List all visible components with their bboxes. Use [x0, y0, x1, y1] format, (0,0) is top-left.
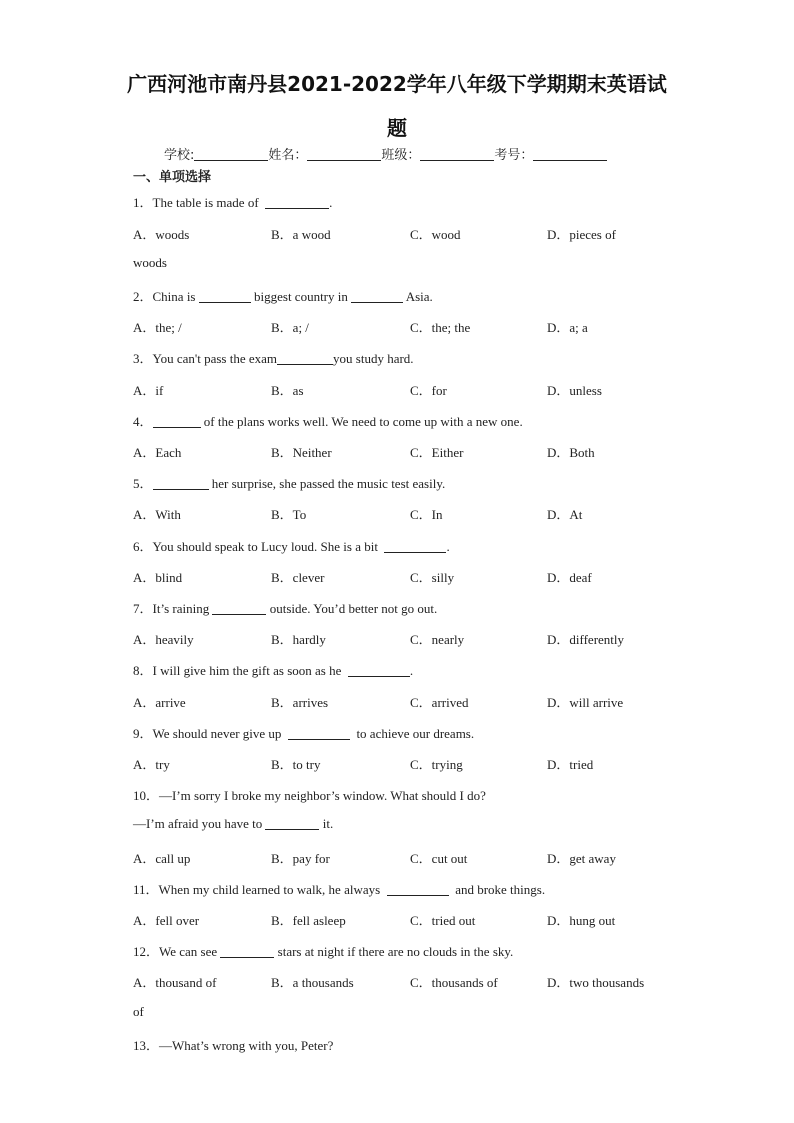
question-text: The table is made of — [152, 195, 259, 210]
answer-blank — [153, 415, 201, 428]
option-c[interactable]: C．cut out — [410, 851, 468, 866]
option-a[interactable]: A．blind — [133, 570, 183, 585]
answer-blank — [387, 883, 449, 896]
option-a[interactable]: A．Each — [133, 445, 182, 460]
question-text: We should never give up — [152, 726, 282, 741]
question-number: 8． — [133, 663, 153, 678]
question-1 — [133, 192, 332, 211]
exam-title-line1: 广西河池市南丹县2021-2022学年八年级下学期期末英语试 — [127, 72, 667, 96]
question-number: 11． — [133, 882, 159, 897]
answer-blank — [277, 352, 333, 365]
number-blank[interactable] — [533, 148, 607, 161]
question-5 — [133, 473, 445, 492]
student-info-row — [164, 144, 607, 163]
option-b[interactable]: B．arrives — [271, 695, 329, 710]
question-text: her surprise, she passed the music test easily. — [211, 476, 446, 491]
question-10-line2 — [133, 816, 333, 832]
section-heading: 一、单项选择 — [133, 170, 212, 185]
question-number: 1． — [133, 195, 153, 210]
question-4 — [133, 411, 523, 430]
answer-blank — [351, 290, 403, 303]
question-number: 12． — [133, 944, 160, 959]
question-number: 3． — [133, 351, 153, 366]
option-c[interactable]: C．thousands of — [410, 975, 498, 990]
option-a[interactable]: A．With — [133, 507, 181, 522]
option-c[interactable]: C．the; the — [410, 320, 471, 335]
question-13 — [133, 1035, 333, 1054]
question-number: 7． — [133, 601, 153, 616]
option-d[interactable]: D．pieces of — [547, 227, 616, 242]
question-text: to achieve our dreams. — [356, 726, 475, 741]
option-c[interactable]: C．tried out — [410, 913, 476, 928]
question-text: Asia. — [405, 289, 433, 304]
question-text: China is — [152, 289, 196, 304]
option-a[interactable]: A．if — [133, 383, 164, 398]
option-a[interactable]: A．woods — [133, 227, 190, 242]
question-9 — [133, 723, 474, 742]
question-text: stars at night if there are no clouds in the sky. — [277, 944, 514, 959]
option-c[interactable]: C．Either — [410, 445, 464, 460]
option-d[interactable]: D．get away — [547, 851, 616, 866]
option-d[interactable]: D．unless — [547, 383, 602, 398]
option-a[interactable]: A．try — [133, 757, 170, 772]
option-c[interactable]: C．trying — [410, 757, 463, 772]
option-a[interactable]: A．arrive — [133, 695, 186, 710]
answer-blank — [288, 727, 350, 740]
class-blank[interactable] — [420, 148, 494, 161]
option-b[interactable]: B．to try — [271, 757, 321, 772]
question-text: outside. You’d better not go out. — [269, 601, 438, 616]
question-number: 4． — [133, 414, 153, 429]
option-a[interactable]: A．fell over — [133, 913, 200, 928]
question-10 — [133, 785, 486, 804]
question-text: —What’s wrong with you, Peter? — [159, 1038, 334, 1053]
question-number: 6． — [133, 539, 153, 554]
option-d[interactable]: D．hung out — [547, 913, 616, 928]
question-6 — [133, 536, 450, 555]
option-d[interactable]: D．two thousands — [547, 975, 645, 990]
option-d[interactable]: D．Both — [547, 445, 595, 460]
school-label: 学校: — [164, 148, 195, 163]
question-text: you study hard. — [333, 351, 414, 366]
question-number: 2． — [133, 289, 153, 304]
class-label: 班级： — [381, 148, 421, 163]
question-text: You should speak to Lucy loud. She is a bit — [152, 539, 378, 554]
question-number: 9． — [133, 726, 153, 741]
answer-blank — [212, 602, 266, 615]
question-3 — [133, 348, 414, 367]
option-b[interactable]: B．fell asleep — [271, 913, 346, 928]
option-c[interactable]: C．wood — [410, 227, 461, 242]
exam-title-line2: 题 — [387, 116, 407, 140]
option-d[interactable]: D．deaf — [547, 570, 592, 585]
option-b[interactable]: B．hardly — [271, 632, 326, 647]
question-text: . — [409, 663, 414, 678]
question-text: We can see — [159, 944, 218, 959]
option-b[interactable]: B．pay for — [271, 851, 330, 866]
question-text: It’s raining — [152, 601, 210, 616]
question-text: —I’m afraid you have to — [133, 816, 263, 831]
option-d[interactable]: D．a; a — [547, 320, 588, 335]
option-c[interactable]: C．for — [410, 383, 447, 398]
option-d[interactable]: D．differently — [547, 632, 625, 647]
school-blank[interactable] — [194, 148, 268, 161]
answer-blank — [220, 945, 274, 958]
option-d[interactable]: D．tried — [547, 757, 594, 772]
question-text: biggest country in — [254, 289, 348, 304]
option-c[interactable]: C．silly — [410, 570, 455, 585]
option-b[interactable]: B．To — [271, 507, 307, 522]
answer-blank — [199, 290, 251, 303]
option-b[interactable]: B．as — [271, 383, 304, 398]
option-a[interactable]: A．the; / — [133, 320, 182, 335]
question-text: . — [446, 539, 450, 554]
question-number: 10． — [133, 788, 160, 803]
option-d[interactable]: D．At — [547, 507, 583, 522]
option-a[interactable]: A．heavily — [133, 632, 194, 647]
question-number: 13． — [133, 1038, 160, 1053]
option-b[interactable]: B．clever — [271, 570, 325, 585]
answer-blank — [384, 540, 446, 553]
option-c[interactable]: C．nearly — [410, 632, 465, 647]
option-b[interactable]: B．Neither — [271, 445, 332, 460]
answer-blank — [153, 477, 209, 490]
question-text: I will give him the gift as soon as he — [152, 663, 342, 678]
option-b[interactable]: B．a; / — [271, 320, 309, 335]
option-d[interactable]: D．will arrive — [547, 695, 624, 710]
option-b[interactable]: B．a thousands — [271, 975, 354, 990]
question-text: When my child learned to walk, he always — [158, 882, 381, 897]
question-text: —I’m sorry I broke my neighbor’s window. What should I do? — [159, 788, 486, 803]
number-label: 考号： — [494, 148, 534, 163]
name-blank[interactable] — [307, 148, 381, 161]
question-11 — [133, 879, 545, 898]
name-label: 姓名： — [268, 148, 308, 163]
question-text: You can't pass the exam — [152, 351, 278, 366]
question-12 — [133, 941, 513, 960]
question-2 — [133, 286, 433, 305]
option-a[interactable]: A．call up — [133, 851, 191, 866]
question-text: and broke things. — [455, 882, 546, 897]
option-c[interactable]: C．In — [410, 507, 443, 522]
answer-blank — [265, 817, 319, 830]
option-a[interactable]: A．thousand of — [133, 975, 217, 990]
answer-blank — [265, 196, 329, 209]
answer-blank — [348, 664, 410, 677]
option-b[interactable]: B．a wood — [271, 227, 331, 242]
question-text: of the plans works well. We need to come up with a new one. — [203, 414, 523, 429]
option-a-continued: of — [133, 1004, 144, 1019]
option-c[interactable]: C．arrived — [410, 695, 469, 710]
question-7 — [133, 598, 437, 617]
option-d-continued: woods — [133, 255, 167, 270]
question-text: . — [329, 195, 333, 210]
question-8 — [133, 660, 413, 679]
question-text: it. — [322, 816, 334, 831]
question-number: 5． — [133, 476, 153, 491]
